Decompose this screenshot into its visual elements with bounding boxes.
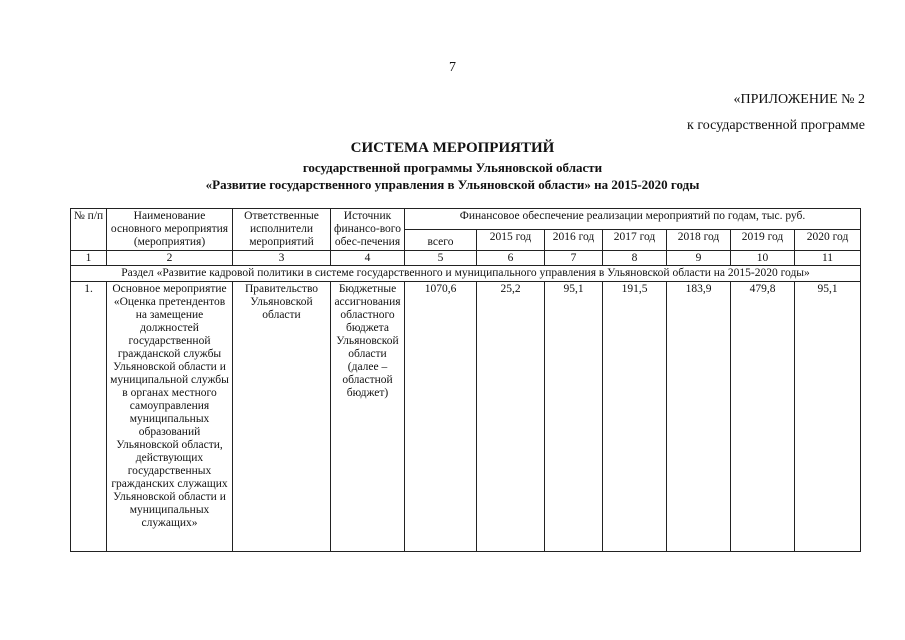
column-number: 6 — [477, 251, 545, 266]
header-2016: 2016 год — [545, 230, 603, 251]
document-subtitle-2: «Развитие государственного управления в Ульяновской области» на 2015-2020 годы — [205, 177, 700, 192]
row-source: Бюджетные ассигнования областного бюджета Ульяновской области (далее – областной бюджет) — [331, 282, 405, 552]
header-2015: 2015 год — [477, 230, 545, 251]
column-number: 5 — [405, 251, 477, 266]
row-2016: 95,1 — [545, 282, 603, 552]
column-number: 8 — [603, 251, 667, 266]
column-number: 10 — [731, 251, 795, 266]
header-total: всего — [405, 230, 477, 251]
header-row-1 — [71, 209, 861, 230]
header-2019: 2019 год — [731, 230, 795, 251]
section-row — [71, 266, 861, 282]
header-responsible: Ответственные исполнители мероприятий — [233, 209, 331, 251]
row-responsible: Правительство Ульяновской области — [233, 282, 331, 552]
row-2018: 183,9 — [667, 282, 731, 552]
header-name: Наименование основного мероприятия (мероприятия) — [107, 209, 233, 251]
row-2015: 25,2 — [477, 282, 545, 552]
activities-table — [70, 208, 861, 552]
row-2019: 479,8 — [731, 282, 795, 552]
program-reference: к государственной программе — [687, 118, 865, 133]
table-row — [71, 282, 861, 552]
column-number: 9 — [667, 251, 731, 266]
column-numbers-row — [71, 251, 861, 266]
column-number: 1 — [71, 251, 107, 266]
document-title: СИСТЕМА МЕРОПРИЯТИЙ — [350, 140, 555, 156]
row-total: 1070,6 — [405, 282, 477, 552]
row-2017: 191,5 — [603, 282, 667, 552]
header-source: Источник финансо-вого обес-печения — [331, 209, 405, 251]
header-finance: Финансовое обеспечение реализации мероприятий по годам, тыс. руб. — [405, 209, 861, 230]
section-title: Раздел «Развитие кадровой политики в системе государственного и муниципального управления в Ульяновской области на 2015-2020 годы» — [71, 266, 861, 282]
header-2018: 2018 год — [667, 230, 731, 251]
document-subtitle-1: государственной программы Ульяновской области — [302, 160, 603, 175]
header-2020: 2020 год — [795, 230, 861, 251]
column-number: 4 — [331, 251, 405, 266]
page-number: 7 — [449, 60, 456, 75]
row-name: Основное мероприятие «Оценка претендентов на замещение должностей государственной гражданской службы Ульяновской области и муниципальной службы в органах местного самоуправления муниципальных образований Ульяновской области, действующих государственных гражданских служащих Ульяновской области и муниципальных служащих» — [107, 282, 233, 552]
column-number: 7 — [545, 251, 603, 266]
header-2017: 2017 год — [603, 230, 667, 251]
column-number: 2 — [107, 251, 233, 266]
row-2020: 95,1 — [795, 282, 861, 552]
column-number: 11 — [795, 251, 861, 266]
header-num: № п/п — [71, 209, 107, 251]
row-num: 1. — [71, 282, 107, 552]
column-number: 3 — [233, 251, 331, 266]
appendix-label: «ПРИЛОЖЕНИЕ № 2 — [733, 92, 865, 107]
